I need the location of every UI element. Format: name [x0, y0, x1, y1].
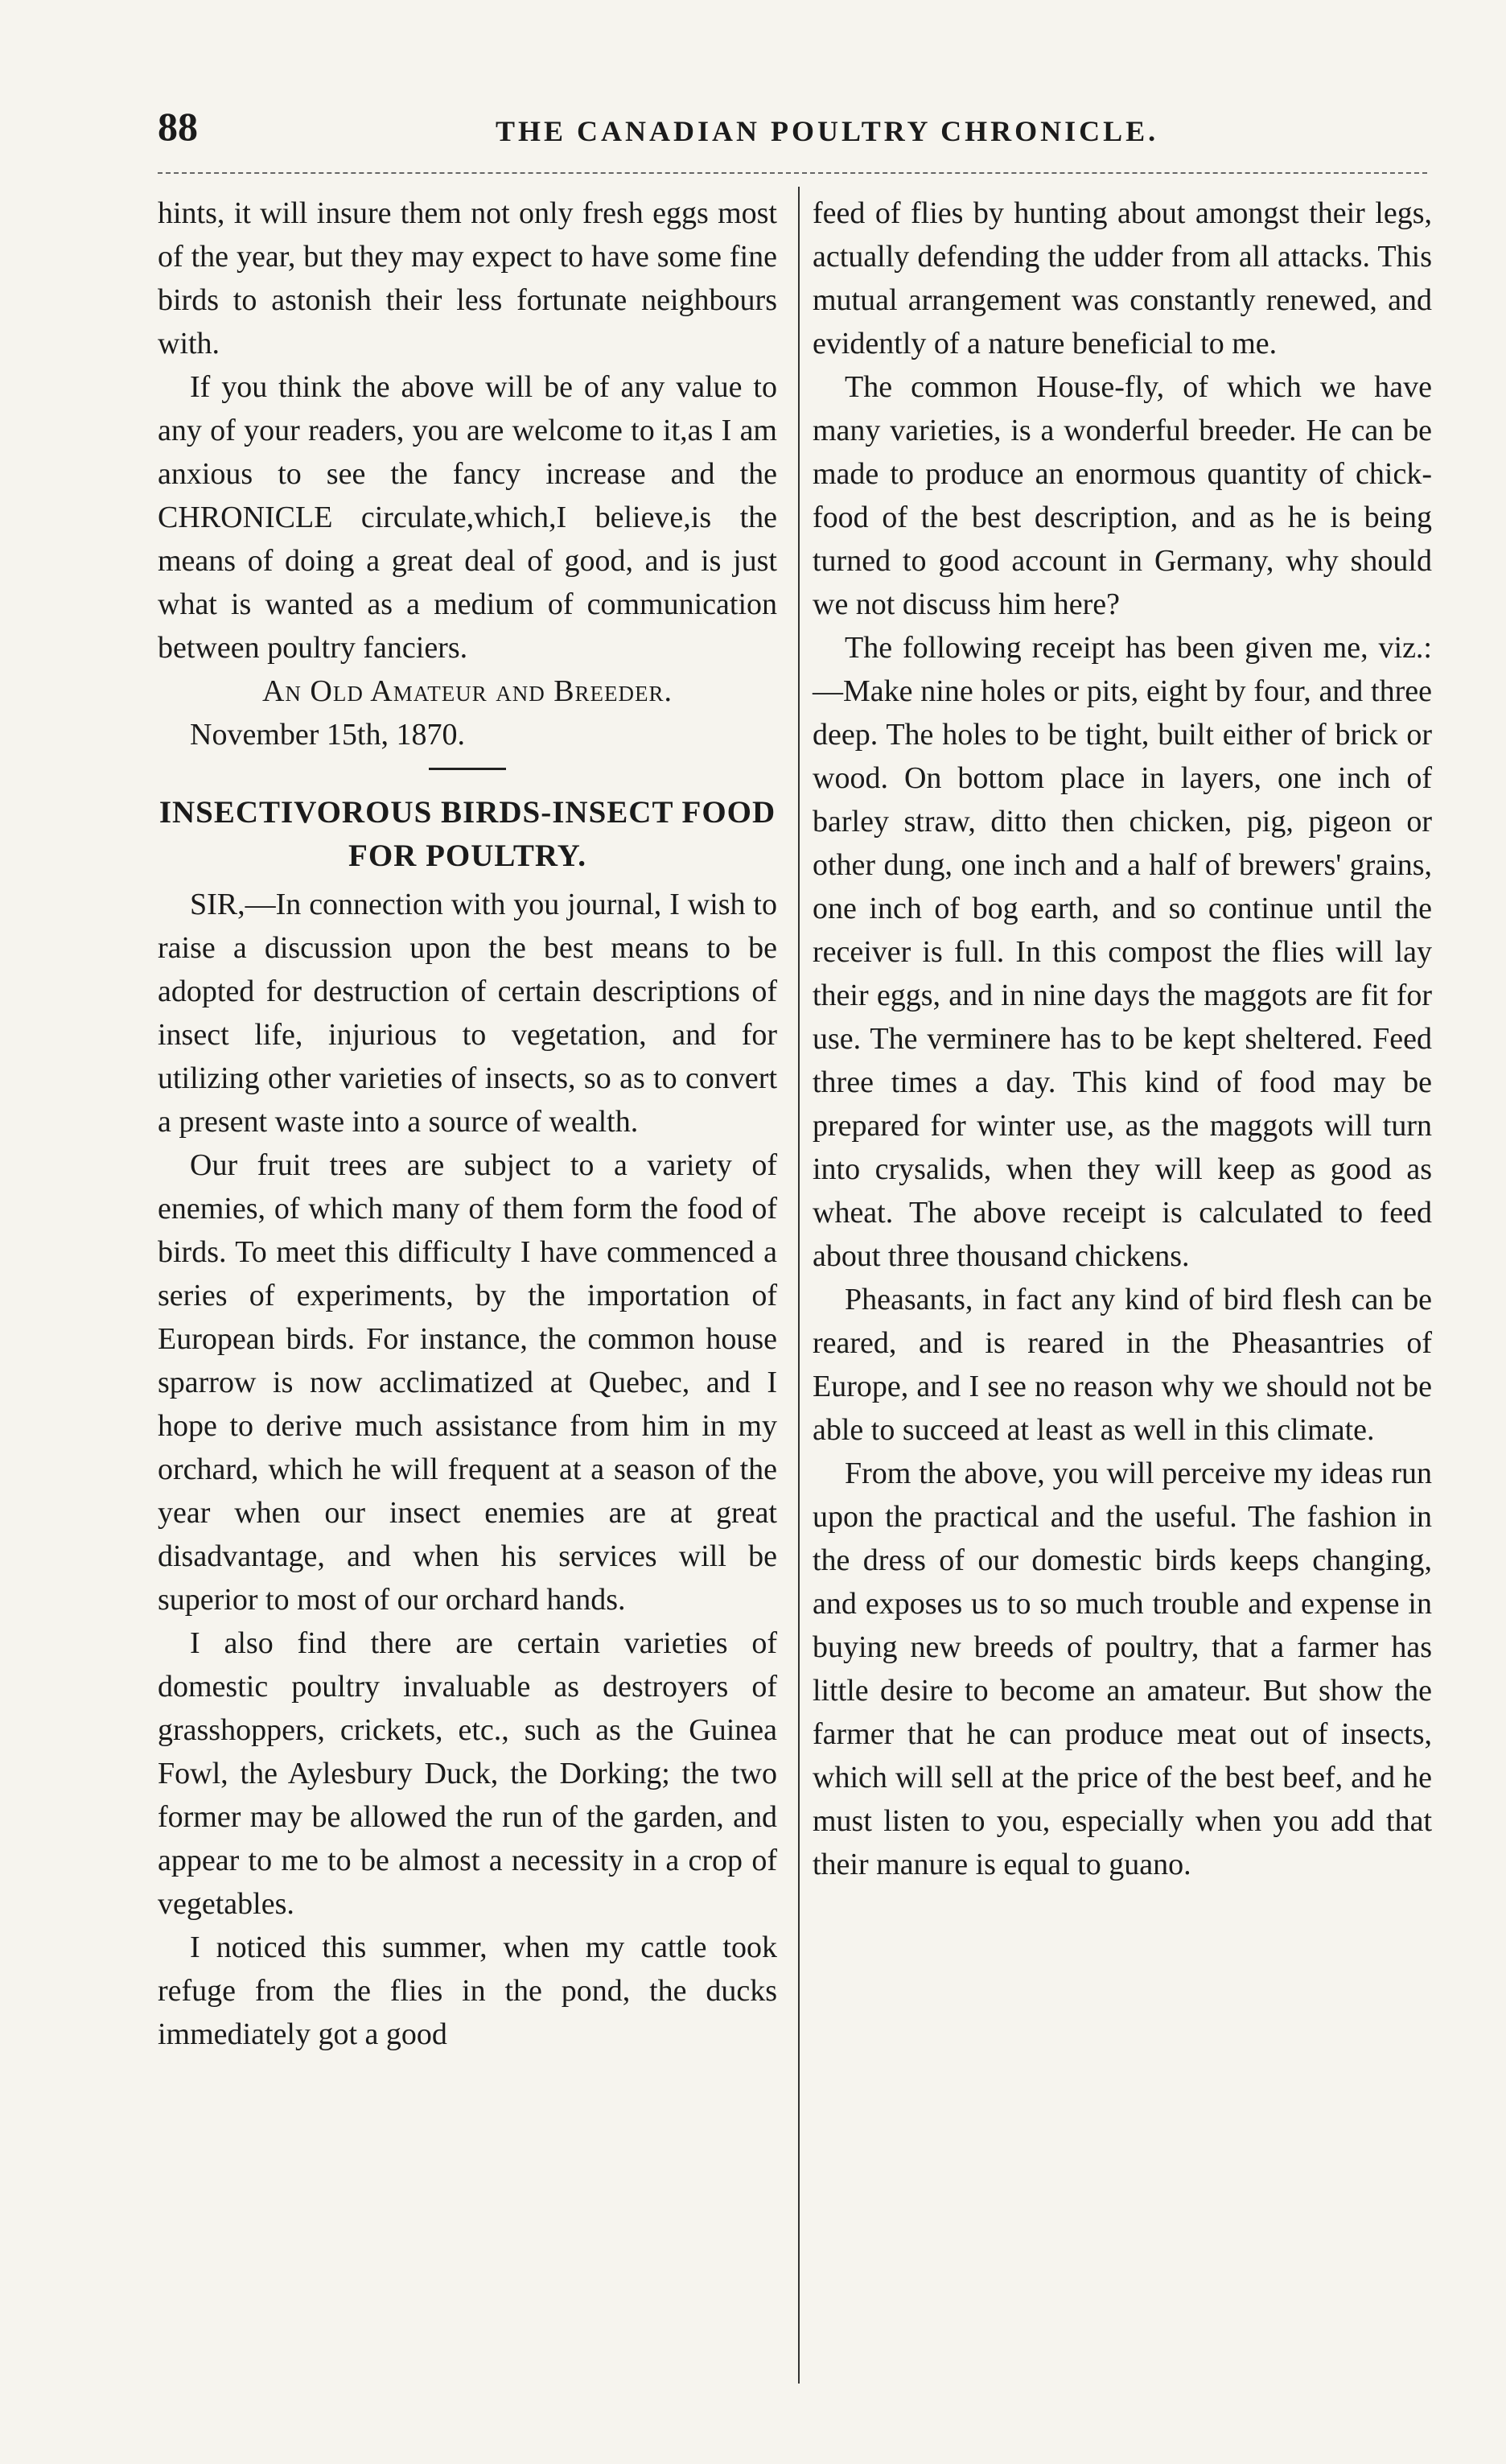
- column-separator: [798, 187, 800, 2384]
- article-paragraph: The following receipt has been given me, viz.:—Make nine holes or pits, eight by four, and three deep. The holes to be tight, built either of brick or wood. On bottom place in layers, one inch of barley straw, ditto then chicken, pig, pigeon or other dung, one inch and a half of brewers' grains, one inch of bog earth, and so continue until the receiver is full. In this compost the flies will lay their eggs, and in nine days the maggots are fit for use. The verminere has to be kept sheltered. Feed three times a day. This kind of food may be prepared for winter use, as the maggots will turn into crysalids, when they will keep as good as wheat. The above receipt is calculated to feed about three thousand chickens.: [813, 631, 1432, 1273]
- page-number: 88: [158, 104, 198, 149]
- article-paragraph: I also find there are certain varieties of domestic poultry invaluable as destroyers of grasshoppers, crickets, etc., such as the Guinea Fowl, the Aylesbury Duck, the Dorking; the two former may be allowed the run of the garden, and appear to me to be almost a necessity in a crop of vegetables.: [158, 1626, 777, 1921]
- article-heading: INSECTIVOROUS BIRDS-INSECT FOOD FOR POULTRY.: [158, 795, 776, 873]
- article-paragraph: Our fruit trees are subject to a variety of enemies, of which many of them form the food of birds. To meet this difficulty I have commenced a series of experiments, by the importation of European birds. For instance, the common house sparrow is now acclimatized at Quebec, and I hope to derive much assistance from him in my orchard, which he will frequent at a season of the year when our insect enemies are at great disadvantage, and when his services will be superior to most of our orchard hands.: [158, 1148, 777, 1617]
- article-paragraph: SIR,—In connection with you journal, I wish to raise a discussion upon the best means to be adopted for destruction of certain descriptions of insect life, injurious to vegetation, and for utilizing other varieties of insects, so as to convert a present waste into a source of wealth.: [158, 888, 777, 1139]
- article-paragraph: The common House-fly, of which we have many varieties, is a wonderful breeder. He can be made to produce an enormous quantity of chick-food of the best description, and as he is being turned to good account in Germany, why should we not discuss him here?: [813, 370, 1432, 621]
- letter-signature: An Old Amateur and Breeder.: [261, 674, 673, 708]
- section-divider: [429, 768, 506, 770]
- header-rule: [158, 172, 1427, 174]
- letter-date: November 15th, 1870.: [190, 718, 465, 752]
- article-paragraph: From the above, you will perceive my ideas run upon the practical and the useful. The fashion in the dress of our domestic birds keeps changing, and exposes us to so much trouble and expense in buying new breeds of poultry, that a farmer has little desire to become an amateur. But show the farmer that he can produce meat out of insects, which will sell at the price of the best beef, and he must listen to you, especially when you add that their manure is equal to guano.: [813, 1457, 1432, 1881]
- article-paragraph: feed of flies by hunting about amongst their legs, actually defending the udder from all attacks. This mutual arrangement was constantly renewed, and evidently of a nature beneficial to me.: [813, 196, 1432, 361]
- right-column: [813, 192, 1432, 1886]
- article-paragraph: I noticed this summer, when my cattle took refuge from the flies in the pond, the ducks immediately got a good: [158, 1930, 777, 2051]
- running-title: THE CANADIAN POULTRY CHRONICLE.: [496, 115, 1159, 147]
- letter-closing-paragraph: If you think the above will be of any value to any of your readers, you are welcome to it,as I am anxious to see the fancy increase and the CHRONICLE circulate,which,I believe,is the means of doing a great deal of good, and is just what is wanted as a medium of communication between poultry fanciers.: [158, 370, 777, 665]
- letter-continuation-paragraph: hints, it will insure them not only fresh eggs most of the year, but they may expect to have some fine birds to astonish their less fortunate neighbours with.: [158, 196, 777, 361]
- article-paragraph: Pheasants, in fact any kind of bird flesh can be reared, and is reared in the Pheasantries of Europe, and I see no reason why we should not be able to succeed at least as well in this climate.: [813, 1283, 1432, 1447]
- left-column: [158, 192, 777, 2056]
- page-header: [158, 103, 1427, 159]
